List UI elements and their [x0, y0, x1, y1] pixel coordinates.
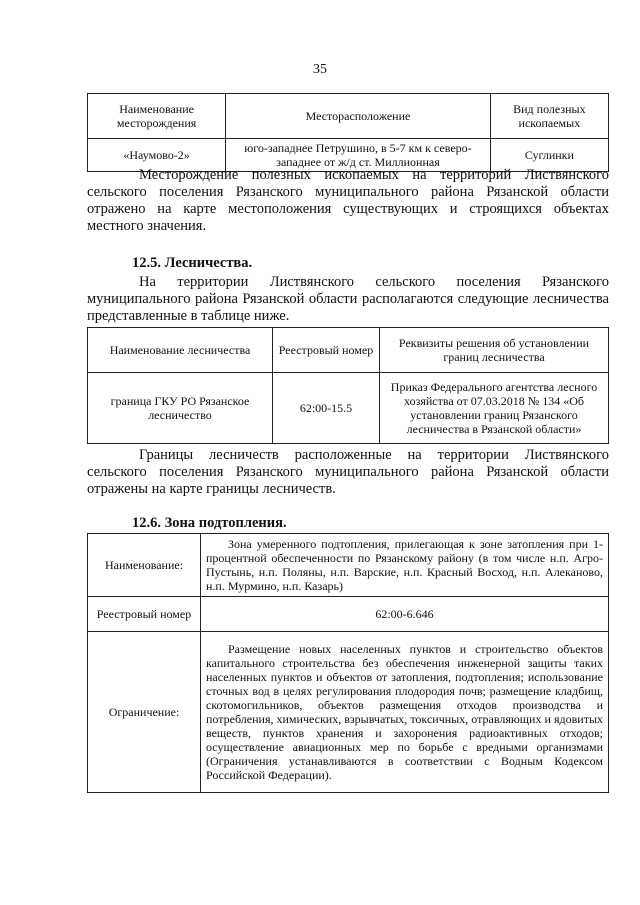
- header-forestry-decision: Реквизиты решения об установлении границ лесничества: [380, 328, 609, 373]
- forestry-reg-number: 62:00-15.5: [273, 373, 380, 444]
- deposit-type: Суглинки: [490, 139, 608, 172]
- header-deposit-name: Наименование месторождения: [88, 94, 226, 139]
- table-header-row: [88, 94, 609, 139]
- forestry-heading: 12.5. Лесничества.: [132, 255, 253, 271]
- flood-name-label: Наименование:: [88, 534, 201, 597]
- table-header-row: [88, 328, 609, 373]
- table-row: [88, 373, 609, 444]
- flood-name-value: Зона умеренного подтопления, прилегающая к зоне затопления при 1-процентной обеспеченности по Рязанскому району (в том числе н.п. Агро-Пустынь, н.п. Поляны, н.п. Варские, н.п. Красный Восход, н.п. Алеканово, н.п. Мурмино, н.п. Казарь): [206, 537, 603, 593]
- deposit-paragraph: Месторождение полезных ископаемых на территорий Листвянского сельского поселения Рязанского муниципального района Рязанской области отражено на карте местоположения существующих и строящихся объектах местного значения.: [87, 167, 609, 234]
- deposit-name: «Наумово-2»: [88, 139, 226, 172]
- header-deposit-location: Месторасположение: [226, 94, 491, 139]
- forestry-intro: На территории Листвянского сельского поселения Рязанского муниципального района Рязанской области располагаются следующие лесничества представленные в таблице ниже.: [87, 274, 609, 324]
- deposit-location: юго-западнее Петрушино, в 5-7 км к северо-западнее от ж/д ст. Миллионная: [226, 139, 491, 172]
- flood-heading: 12.6. Зона подтопления.: [132, 515, 287, 531]
- flood-reg-value: 62:00-6.646: [201, 597, 609, 632]
- forestry-name: граница ГКУ РО Рязанское лесничество: [88, 373, 273, 444]
- table-row: [88, 534, 609, 597]
- header-deposit-type: Вид полезных ископаемых: [490, 94, 608, 139]
- forestry-paragraph: Границы лесничеств расположенные на территории Листвянского сельского поселения Рязанского муниципального района Рязанской области отражены на карте границы лесничеств.: [87, 447, 609, 497]
- header-forestry-name: Наименование лесничества: [88, 328, 273, 373]
- table-row: [88, 632, 609, 793]
- flood-table: [87, 533, 609, 793]
- flood-restriction-value: Размещение новых населенных пунктов и строительство объектов капитального строительства без обеспечения инженерной защиты таких населенных пунктов и объектов от затопления, подтопления; использование сточных вод в целях регулирования плодородия почв; размещение кладбищ, скотомогильников, объектов размещения отходов производства и потребления, химических, взрывчатых, токсичных, отравляющих и ядовитых веществ, пунктов хранения и захоронения радиоактивных отходов; осуществление авиационных мер по борьбе с вредными организмами (Ограничения устанавливаются в соответствии с Водным Кодексом Российской Федерации).: [206, 642, 603, 782]
- flood-restriction-label: Ограничение:: [88, 632, 201, 793]
- header-forestry-reg: Реестровый номер: [273, 328, 380, 373]
- page-number: 35: [313, 62, 327, 77]
- forestry-decision: Приказ Федерального агентства лесного хозяйства от 07.03.2018 № 134 «Об установлении границ Рязанского лесничества в Рязанской области»: [380, 373, 609, 444]
- deposit-table: [87, 93, 609, 172]
- table-row: [88, 597, 609, 632]
- forestry-table: [87, 327, 609, 444]
- flood-reg-label: Реестровый номер: [88, 597, 201, 632]
